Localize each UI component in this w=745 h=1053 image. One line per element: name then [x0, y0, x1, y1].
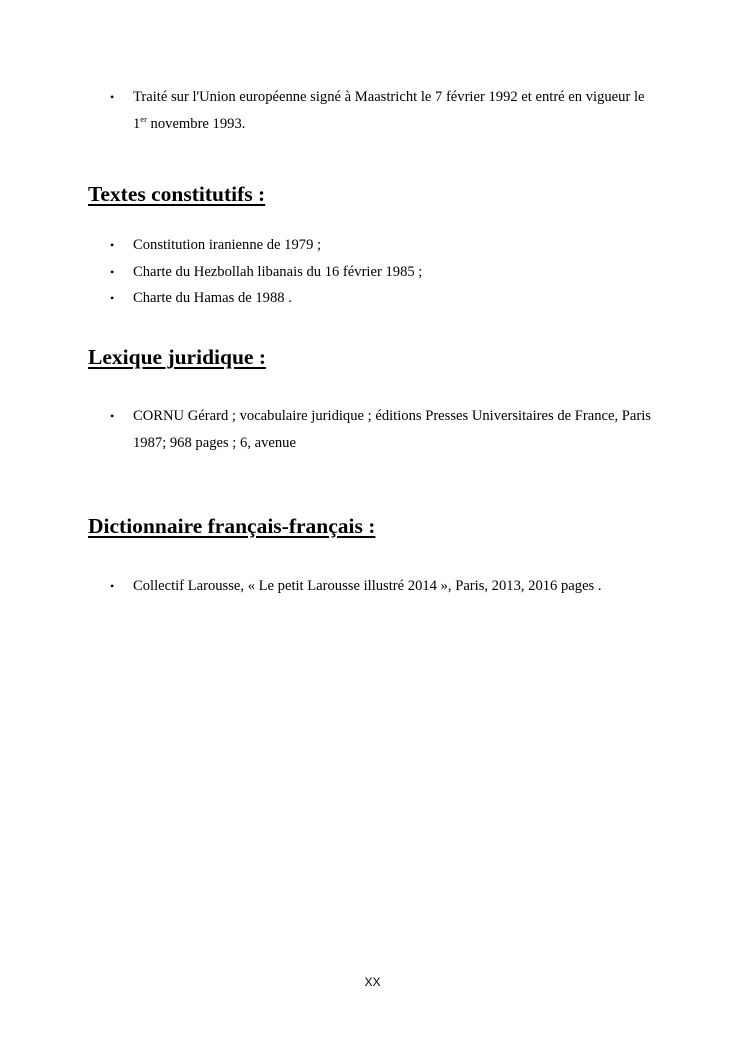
list-item: [0, 259, 745, 286]
bullet-icon: •: [110, 264, 115, 279]
dictionnaire-list: [0, 573, 745, 600]
list-item-text: Charte du Hamas de 1988 .: [133, 290, 292, 306]
list-item-text: Traité sur l'Union européenne signé à Maastricht le 7 février 1992 et entré en vigueur le 1: [133, 89, 645, 132]
list-item: [0, 403, 745, 456]
bullet-icon: •: [110, 409, 115, 423]
section-heading-textes-constitutifs: Textes constitutifs :: [88, 182, 266, 206]
section-heading-dictionnaire: Dictionnaire français-français :: [88, 514, 376, 538]
list-item-text: Charte du Hezbollah libanais du 16 février 1985 ;: [133, 263, 423, 280]
list-item-text: Collectif Larousse, « Le petit Larousse illustré 2014 », Paris, 2013, 2016 pages .: [133, 578, 602, 594]
list-item-text: Constitution iranienne de 1979 ;: [133, 237, 322, 253]
list-item: [0, 573, 745, 600]
section-heading-lexique-juridique: Lexique juridique :: [88, 345, 266, 369]
bullet-icon: •: [110, 579, 115, 593]
list-item: [0, 84, 745, 137]
list-item: [0, 232, 745, 259]
lexique-juridique-list: [0, 403, 745, 456]
page-number: XX: [364, 975, 381, 989]
bullet-icon: •: [110, 90, 115, 104]
treaty-list: [0, 84, 745, 137]
bullet-icon: •: [110, 238, 115, 252]
list-item-text-tail: novembre 1993.: [146, 115, 246, 132]
list-item-text: CORNU Gérard ; vocabulaire juridique ; éditions Presses Universitaires de France, Paris 1987; 968 pages ; 6, avenue: [133, 408, 651, 451]
list-item: [0, 285, 745, 312]
textes-constitutifs-list: [0, 232, 745, 312]
superscript: er: [140, 113, 147, 124]
bullet-icon: •: [110, 291, 115, 305]
